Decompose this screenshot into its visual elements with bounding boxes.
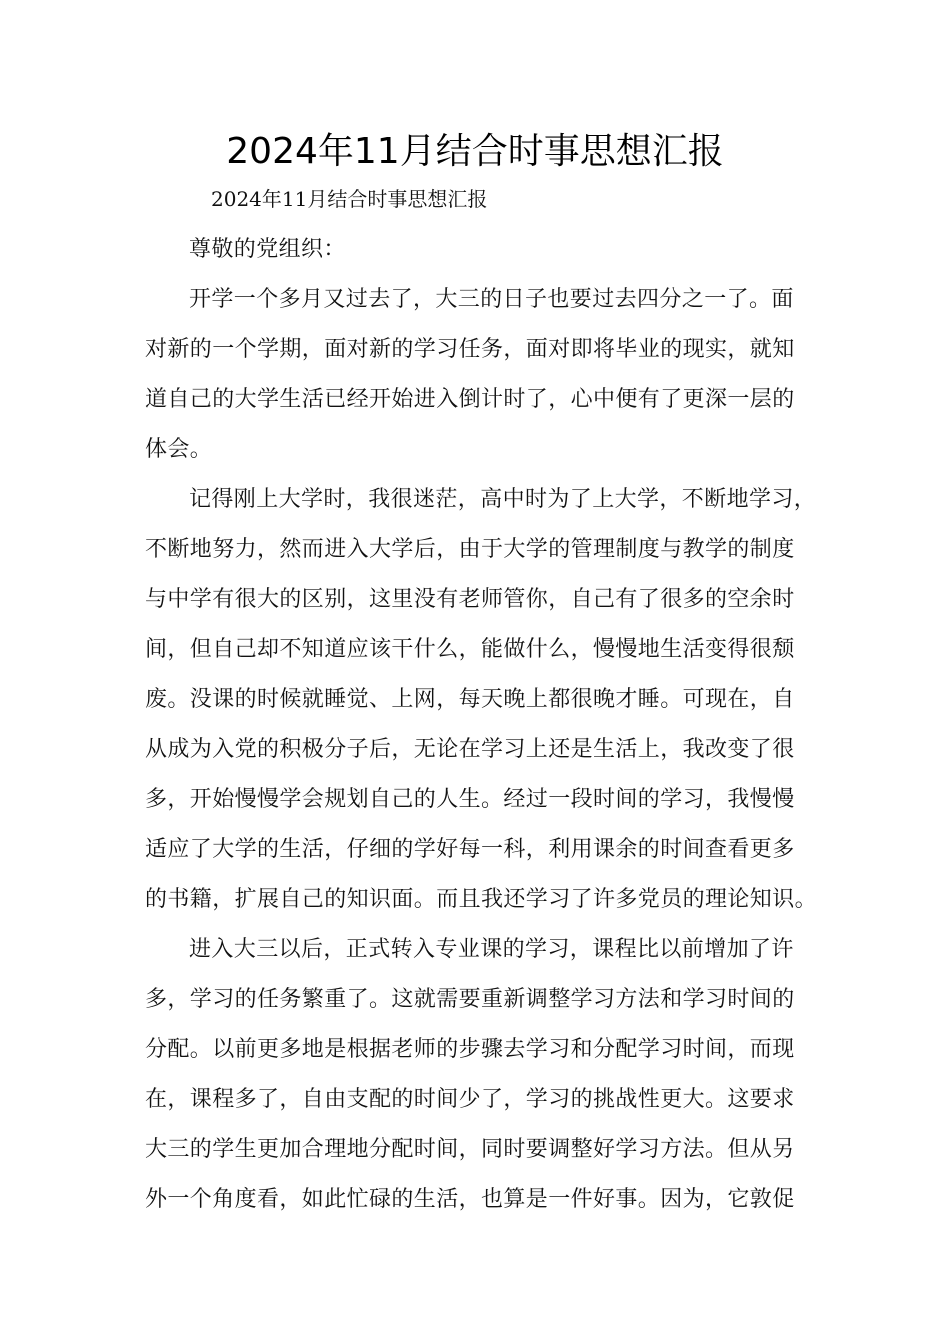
paragraph-line: 进入大三以后，正式转入专业课的学习，课程比以前增加了许	[189, 937, 794, 962]
paragraph-line: 体会。	[145, 437, 213, 462]
paragraph-line: 记得刚上大学时，我很迷茫，高中时为了上大学，不断地学习，	[189, 487, 817, 512]
paragraph-line: 废。没课的时候就睡觉、上网，每天晚上都很晚才睡。可现在，自	[145, 687, 795, 712]
paragraph-line: 从成为入党的积极分子后，无论在学习上还是生活上，我改变了很	[145, 737, 795, 762]
paragraph-line: 与中学有很大的区别，这里没有老师管你，自己有了很多的空余时	[145, 587, 795, 612]
paragraph-line: 的书籍，扩展自己的知识面。而且我还学习了许多党员的理论知识。	[145, 887, 818, 912]
document-body	[145, 234, 818, 1234]
paragraph-line: 对新的一个学期，面对新的学习任务，面对即将毕业的现实，就知	[145, 337, 795, 362]
document-title: 2024年11月结合时事思想汇报	[226, 131, 724, 172]
paragraph-line: 在，课程多了，自由支配的时间少了，学习的挑战性更大。这要求	[145, 1087, 795, 1112]
paragraph-line: 多，学习的任务繁重了。这就需要重新调整学习方法和学习时间的	[145, 987, 795, 1012]
paragraph-line: 适应了大学的生活，仔细的学好每一科，利用课余的时间查看更多	[145, 837, 795, 862]
salutation: 尊敬的党组织：	[189, 237, 346, 262]
paragraph-line: 外一个角度看，如此忙碌的生活，也算是一件好事。因为，它敦促	[145, 1187, 795, 1212]
paragraph-line: 开学一个多月又过去了，大三的日子也要过去四分之一了。面	[189, 287, 794, 312]
document-subtitle: 2024年11月结合时事思想汇报	[211, 187, 488, 211]
paragraph-line: 间，但自己却不知道应该干什么，能做什么，慢慢地生活变得很颓	[145, 637, 795, 662]
paragraph-line: 多，开始慢慢学会规划自己的人生。经过一段时间的学习，我慢慢	[145, 787, 795, 812]
paragraph-line: 不断地努力，然而进入大学后，由于大学的管理制度与教学的制度	[145, 537, 795, 562]
paragraph-line: 分配。以前更多地是根据老师的步骤去学习和分配学习时间，而现	[145, 1037, 795, 1062]
paragraph-line: 道自己的大学生活已经开始进入倒计时了，心中便有了更深一层的	[145, 387, 795, 412]
paragraph-line: 大三的学生更加合理地分配时间，同时要调整好学习方法。但从另	[145, 1137, 795, 1162]
